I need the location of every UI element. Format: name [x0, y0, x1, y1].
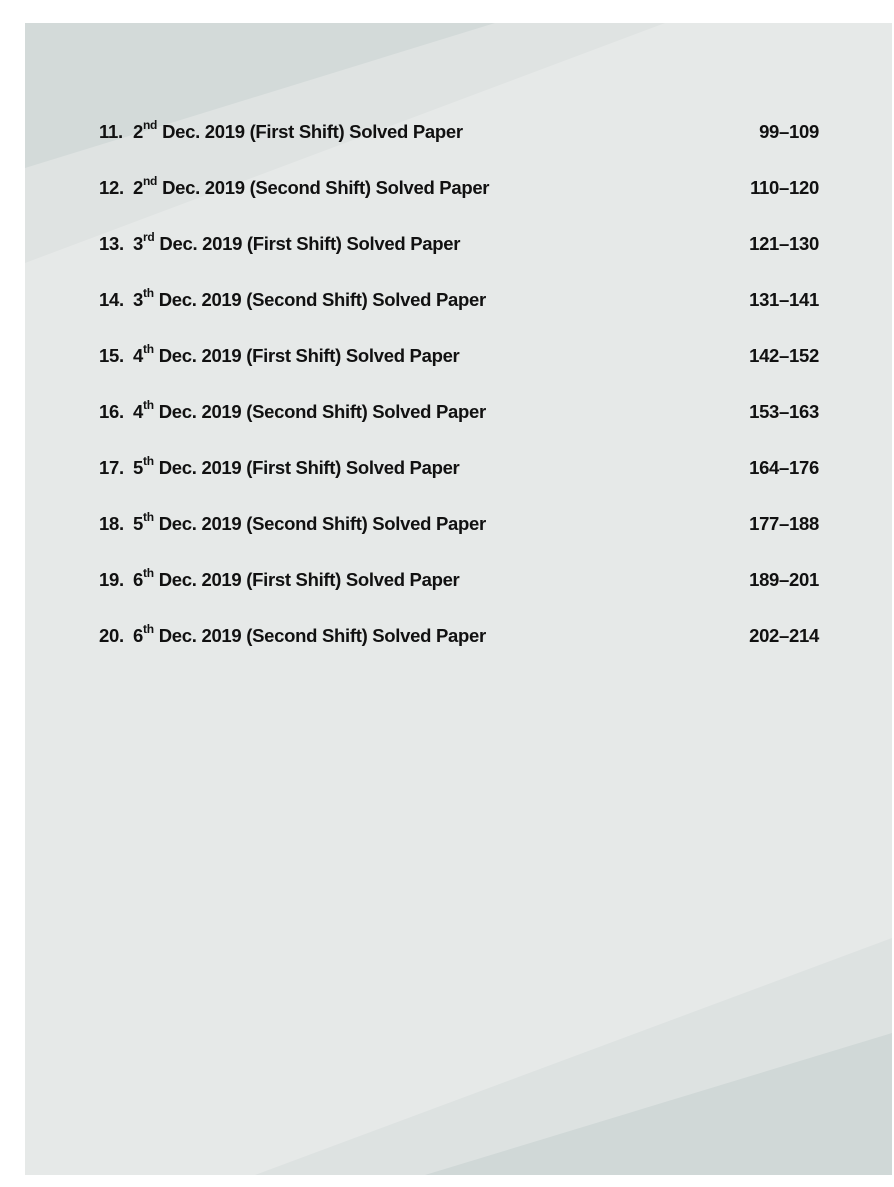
toc-entry[interactable]	[99, 285, 819, 345]
entry-title-text: Dec. 2019 (First Shift) Solved Paper	[162, 121, 463, 142]
entry-title-text: Dec. 2019 (Second Shift) Solved Paper	[158, 401, 486, 422]
entry-day: 4	[133, 345, 143, 366]
toc-entry[interactable]	[99, 453, 819, 513]
entry-title	[133, 285, 486, 311]
entry-title	[133, 509, 486, 535]
toc-entry[interactable]	[99, 565, 819, 625]
entry-day-suffix: th	[143, 453, 154, 468]
entry-page-range: 189–201	[749, 569, 819, 590]
entry-day: 3	[133, 289, 143, 310]
entry-number: 11.	[99, 121, 123, 142]
entry-title	[133, 453, 460, 479]
entry-day-suffix: th	[143, 397, 154, 412]
entry-page-range: 99–109	[759, 121, 819, 142]
entry-day-suffix: nd	[143, 117, 158, 132]
entry-title-text: Dec. 2019 (Second Shift) Solved Paper	[162, 177, 490, 198]
entry-day-suffix: nd	[143, 173, 158, 188]
toc-entry[interactable]	[99, 117, 819, 177]
toc-entry[interactable]	[99, 173, 819, 233]
entry-title-text: Dec. 2019 (Second Shift) Solved Paper	[158, 625, 486, 646]
entry-day: 3	[133, 233, 143, 254]
entry-day: 5	[133, 457, 143, 478]
entry-page-range: 164–176	[749, 457, 819, 478]
entry-day: 4	[133, 401, 143, 422]
entry-page-range: 121–130	[749, 233, 819, 254]
entry-title-text: Dec. 2019 (First Shift) Solved Paper	[158, 457, 460, 478]
entry-page-range: 153–163	[749, 401, 819, 422]
entry-title-text: Dec. 2019 (First Shift) Solved Paper	[159, 233, 461, 254]
entry-title-text: Dec. 2019 (Second Shift) Solved Paper	[158, 289, 486, 310]
entry-number: 14.	[99, 289, 124, 310]
entry-day-suffix: th	[143, 509, 154, 524]
toc-entry[interactable]	[99, 397, 819, 457]
entry-title-text: Dec. 2019 (First Shift) Solved Paper	[158, 345, 460, 366]
entry-day-suffix: th	[143, 341, 154, 356]
toc-entry[interactable]	[99, 621, 819, 681]
entry-number: 13.	[99, 233, 124, 254]
toc-entry[interactable]	[99, 509, 819, 569]
entry-page-range: 177–188	[749, 513, 819, 534]
toc-entry[interactable]	[99, 341, 819, 401]
entry-day-suffix: th	[143, 621, 154, 636]
entry-title	[133, 117, 463, 143]
entry-page-range: 131–141	[749, 289, 819, 310]
entry-title	[133, 565, 460, 591]
entry-day: 6	[133, 625, 143, 646]
entry-page-range: 142–152	[749, 345, 819, 366]
toc-entry[interactable]	[99, 229, 819, 289]
entry-title-text: Dec. 2019 (First Shift) Solved Paper	[158, 569, 460, 590]
entry-number: 19.	[99, 569, 124, 590]
entry-title	[133, 621, 486, 647]
entry-day: 2	[133, 121, 143, 142]
entry-page-range: 202–214	[749, 625, 819, 646]
entry-day: 5	[133, 513, 143, 534]
entry-title	[133, 397, 486, 423]
entry-day-suffix: th	[143, 285, 154, 300]
entry-title-text: Dec. 2019 (Second Shift) Solved Paper	[158, 513, 486, 534]
entry-page-range: 110–120	[750, 177, 819, 198]
entry-number: 15.	[99, 345, 124, 366]
entry-number: 16.	[99, 401, 124, 422]
table-of-contents	[99, 117, 819, 681]
entry-day-suffix: th	[143, 565, 154, 580]
entry-day: 2	[133, 177, 143, 198]
entry-title	[133, 229, 461, 255]
entry-number: 12.	[99, 177, 124, 198]
entry-number: 20.	[99, 625, 124, 646]
entry-title	[133, 341, 460, 367]
entry-number: 18.	[99, 513, 124, 534]
entry-title	[133, 173, 490, 199]
entry-day-suffix: rd	[143, 229, 155, 244]
entry-number: 17.	[99, 457, 124, 478]
entry-day: 6	[133, 569, 143, 590]
